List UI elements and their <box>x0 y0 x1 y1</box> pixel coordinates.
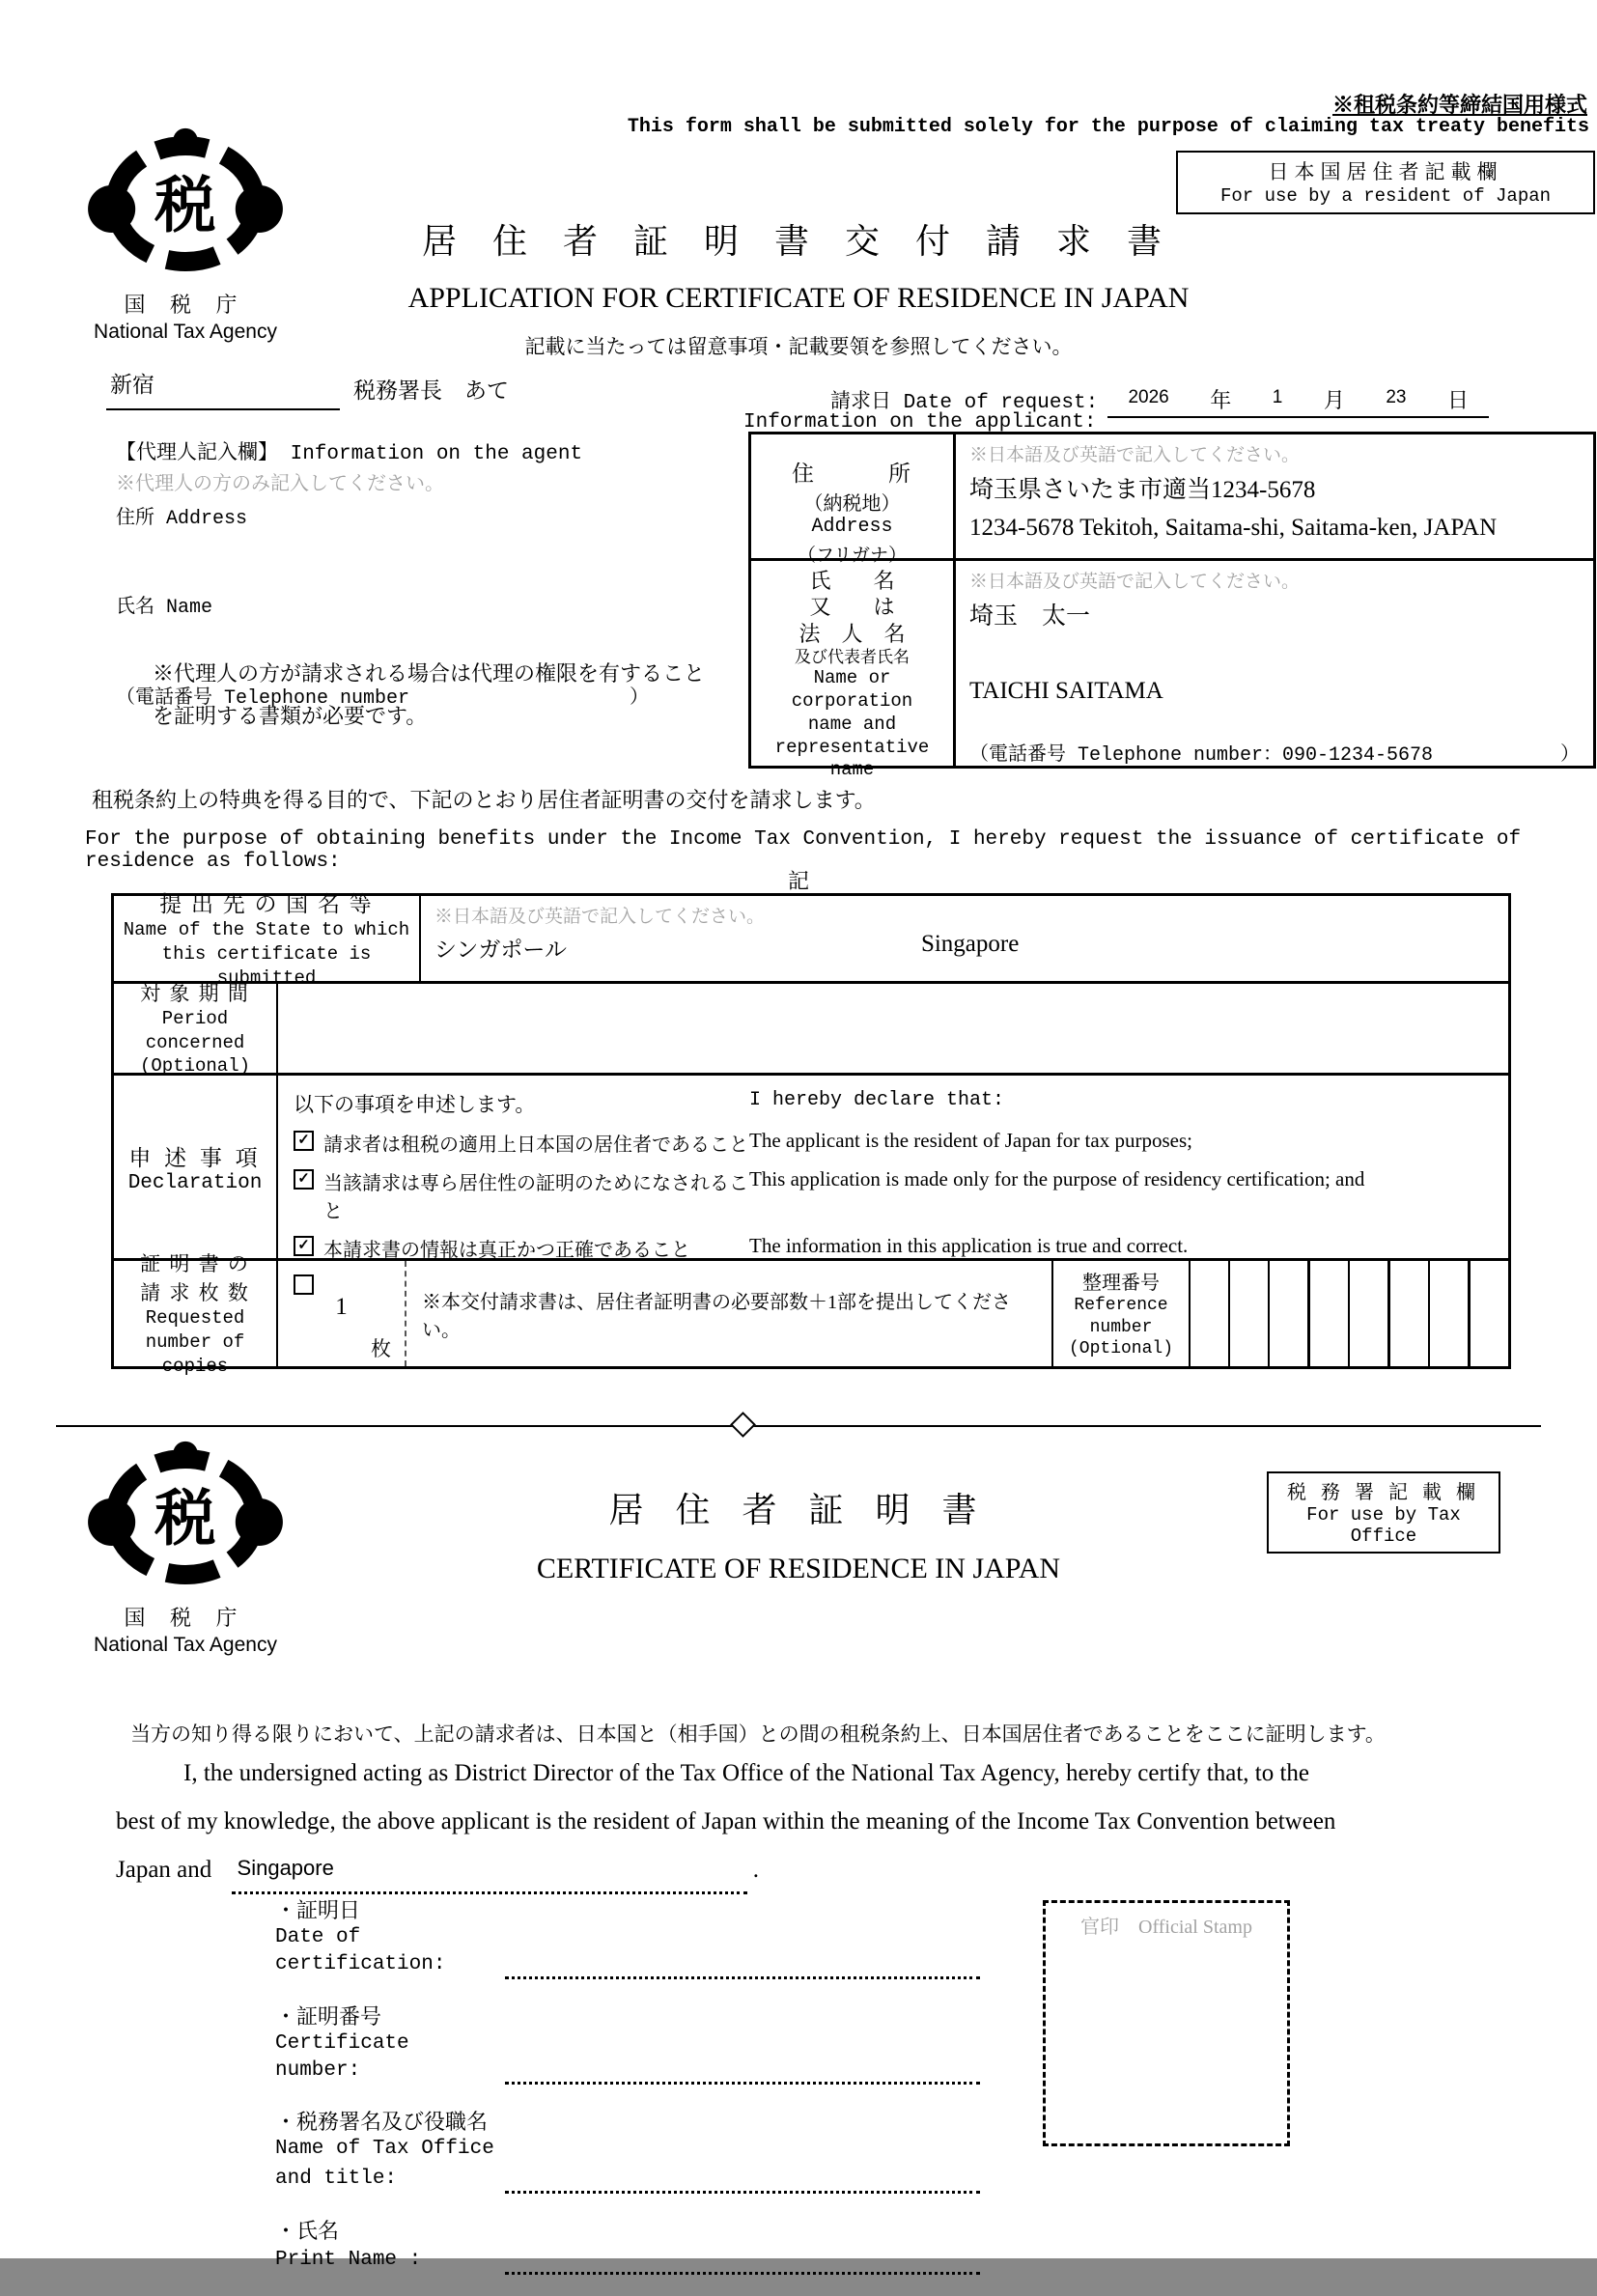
field-jp-label: ・証明番号 <box>275 2003 382 2029</box>
name-value-cell[interactable] <box>956 561 1593 766</box>
declaration-item <box>294 1234 1493 1262</box>
field-en-label: Certificate number: <box>275 2031 409 2083</box>
certificate-title-en: CERTIFICATE OF RESIDENCE IN JAPAN <box>536 1553 1061 1584</box>
agency-name-en: National Tax Agency <box>94 1634 277 1656</box>
certificate-body-en-line2: best of my knowledge, the above applicant is the resident of Japan within the meaning of the Income Tax Convention between <box>116 1808 1336 1834</box>
certificate-body-en-line1: I, the undersigned acting as District Director of the Tax Office of the National Tax Agency, hereby certify that, to the <box>183 1760 1310 1786</box>
state-value-cell[interactable] <box>421 896 1508 981</box>
declaration-item-jp: 請求者は租税の適用上日本国の居住者であること <box>323 1134 748 1156</box>
period-label-en2: concerned <box>145 1031 245 1053</box>
name-label-en3: name and <box>807 713 897 735</box>
name-label-jp2: 又 は <box>809 595 895 620</box>
state-note: ※日本語及び英語で記入してください。 <box>434 907 766 927</box>
period-row <box>114 981 1508 1078</box>
day-unit: 日 <box>1446 388 1469 412</box>
form-type-note: ※租税条約等締結国用様式 <box>1331 93 1587 117</box>
year-unit: 年 <box>1210 388 1232 412</box>
certificate-body-en <box>116 1750 1495 1894</box>
agency-name-jp: 国 税 庁 <box>124 1606 247 1630</box>
field-date-of-certification <box>275 1894 980 1979</box>
agent-box-note: ※代理人の方のみ記入してください。 <box>116 473 444 494</box>
agency-name-jp: 国 税 庁 <box>124 293 247 317</box>
address-label-jp2: （納税地） <box>803 492 901 515</box>
certificate-body-jp: 当方の知り得る限りにおいて、上記の請求者は、日本国と（相手国）との間の租税条約上、日本国居住者であることをここに証明します。 <box>130 1722 1386 1746</box>
name-label-en5: name <box>829 759 875 781</box>
request-month[interactable]: 1 <box>1272 387 1283 407</box>
declaration-item <box>294 1129 1493 1157</box>
address-label-cell <box>751 434 956 558</box>
period-label-en3: (Optional) <box>139 1055 251 1078</box>
agency-name-en: National Tax Agency <box>94 321 277 343</box>
name-label-jp1: 氏 名 <box>809 568 895 593</box>
tax-office-title-field[interactable] <box>505 2164 980 2194</box>
nta-logo-block-certificate <box>70 1441 301 1657</box>
certificate-fields <box>275 1894 980 2296</box>
copies-label-en2: number of <box>145 1331 245 1354</box>
period-label-jp: 対 象 期 間 <box>140 981 250 1005</box>
section-divider <box>56 1425 1541 1427</box>
name-label-en4: representative <box>774 736 930 758</box>
certificate-body-en-line3: Japan and <box>116 1857 212 1883</box>
purpose-ki: 記 <box>787 869 809 893</box>
application-title-en: APPLICATION FOR CERTIFICATE OF RESIDENCE IN JAPAN <box>407 282 1190 314</box>
reference-label-en3: (Optional) <box>1068 1339 1174 1359</box>
tax-office-box-en: For use by Tax Office <box>1306 1504 1461 1547</box>
applicant-phone-label: （電話番号 Telephone number：090-1234-5678 <box>969 744 1434 767</box>
copies-count-cell[interactable] <box>278 1261 406 1366</box>
corner-bottom-left <box>97 612 127 643</box>
period-label-cell <box>114 981 278 1078</box>
purpose-en: For the purpose of obtaining benefits under the Income Tax Convention, I hereby request the issuance of certificate of residence as follows: <box>85 828 1522 873</box>
field-jp-label: ・税務署名及び役職名 <box>275 2110 489 2135</box>
certificate-body-period: . <box>752 1857 760 1883</box>
field-jp-label: ・証明日 <box>275 1898 361 1922</box>
print-name-field[interactable] <box>505 2245 980 2275</box>
certificate-number-field[interactable] <box>505 2055 980 2085</box>
furigana-label: （フリガナ） <box>797 545 908 566</box>
divider-diamond-icon <box>730 1412 756 1438</box>
agent-box-title: 【代理人記入欄】 Information on the agent <box>116 443 583 465</box>
period-value-cell[interactable] <box>278 984 1508 1073</box>
month-unit: 月 <box>1323 388 1345 412</box>
field-en-label2: and title: <box>275 2168 398 2191</box>
declaration-label-en: Declaration <box>127 1171 263 1194</box>
reference-label-en2: number <box>1089 1317 1153 1337</box>
applicant-info-label: Information on the applicant: <box>743 411 1097 434</box>
copies-note: ※本交付請求書は、居住者証明書の必要部数＋1部を提出してください。 <box>422 1291 1011 1341</box>
copies-label-jp1: 証 明 書 の <box>140 1252 250 1276</box>
applicant-phone-close: ） <box>1560 744 1580 767</box>
checkbox-true-correct[interactable] <box>294 1236 314 1256</box>
tax-office-suffix: 税務署長 あて <box>353 378 509 403</box>
main-table <box>111 892 1511 1377</box>
request-date-label: 請求日 Date of request: <box>830 392 1099 414</box>
checkbox-purpose[interactable] <box>294 1169 314 1190</box>
copies-unit: 枚 <box>371 1337 391 1360</box>
state-label-jp: 提 出 先 の 国 名 等 <box>159 892 374 917</box>
declaration-row <box>114 1073 1508 1261</box>
request-day[interactable]: 23 <box>1386 387 1407 407</box>
address-label-en: Address <box>811 515 893 538</box>
resident-box-en: For use by a resident of Japan <box>1219 185 1552 207</box>
field-tax-office-title <box>275 2106 980 2193</box>
declaration-item-en: This application is made only for the purpose of residency certification; and <box>749 1167 1365 1190</box>
purpose-jp: 租税条約上の特典を得る目的で、下記のとおり居住者証明書の交付を請求します。 <box>92 788 876 812</box>
agent-footnote-line1: ※代理人の方が請求される場合は代理の権限を有すること <box>153 661 706 686</box>
applicant-table <box>748 432 1596 781</box>
declaration-item-jp: 当該請求は専ら居住性の証明のためになされること <box>323 1173 748 1222</box>
field-en-label: Print Name : <box>275 2249 422 2272</box>
name-label-cell <box>751 545 956 781</box>
request-date-field[interactable] <box>1107 384 1489 418</box>
field-certificate-number <box>275 2001 980 2086</box>
name-label-en1: Name or <box>813 667 891 689</box>
official-stamp-box <box>1043 1900 1290 2146</box>
date-of-certification-field[interactable] <box>505 1949 980 1979</box>
field-print-name <box>275 2215 980 2275</box>
application-subtitle: 記載に当たっては留意事項・記載要領を参照してください。 <box>524 335 1073 358</box>
declaration-item-empty <box>294 1273 1493 1295</box>
state-label-cell <box>114 892 421 989</box>
corner-top-right <box>637 423 668 454</box>
applicant-phone-row[interactable] <box>969 738 1580 767</box>
declaration-intro-jp: 以下の事項を申述します。 <box>294 1093 536 1116</box>
reference-label-en1: Reference <box>1074 1296 1168 1316</box>
name-row <box>751 545 1593 781</box>
certificate-title-jp: 居 住 者 証 明 書 <box>608 1491 989 1529</box>
copies-label-en1: Requested <box>145 1307 245 1330</box>
corner-top-left <box>97 423 127 454</box>
declaration-item-jp: 本請求書の情報は真正かつ正確であること <box>323 1240 690 1261</box>
address-label-jp: 住 所 <box>792 461 912 486</box>
declaration-label-cell <box>114 1076 278 1258</box>
application-title-jp: 居 住 者 証 明 書 交 付 請 求 書 <box>421 222 1175 261</box>
copies-label-jp2: 請 求 枚 数 <box>140 1281 250 1305</box>
state-label-en1: Name of the State to which <box>123 919 410 941</box>
field-en-label: Name of Tax Office <box>275 2138 494 2161</box>
address-value-jp: 埼玉県さいたま市適当1234-5678 <box>969 477 1316 503</box>
state-row <box>114 892 1508 989</box>
agent-address-field[interactable]: 住所 Address <box>116 508 248 530</box>
copies-label-cell <box>114 1252 278 1377</box>
request-year[interactable]: 2026 <box>1128 387 1169 407</box>
name-value-en: TAICHI SAITAMA <box>969 678 1163 704</box>
state-value-en: Singapore <box>920 931 1020 957</box>
reference-label-jp: 整理番号 <box>1082 1273 1160 1295</box>
field-en-label: Date of certification: <box>275 1926 446 1976</box>
resident-use-box <box>1176 151 1595 214</box>
resident-box-jp: 日本国居住者記載欄 <box>1268 160 1503 183</box>
name-note: ※日本語及び英語で記入してください。 <box>969 572 1301 592</box>
declaration-item-en: The information in this application is true and correct. <box>749 1234 1189 1257</box>
declaration-content-cell <box>278 1076 1508 1261</box>
official-stamp-label: 官印 Official Stamp <box>1080 1917 1252 1938</box>
name-label-jp4: 及び代表者氏名 <box>795 648 910 667</box>
name-label-jp3: 法 人 名 <box>798 621 906 646</box>
declaration-intro-en: I hereby declare that: <box>749 1089 1005 1111</box>
agent-phone-close: ） <box>630 687 649 710</box>
declaration-intro <box>294 1089 1493 1118</box>
tax-office-name-field[interactable]: 新宿 <box>106 367 340 410</box>
address-row <box>751 434 1593 558</box>
tax-office-box-jp: 税 務 署 記 載 欄 <box>1287 1482 1480 1503</box>
name-value-jp: 埼玉 太一 <box>969 603 1091 630</box>
declaration-item-en: The applicant is the resident of Japan for tax purposes; <box>749 1129 1192 1152</box>
declaration-item <box>294 1167 1493 1223</box>
name-label-en2: corporation <box>791 690 913 713</box>
field-jp-label: ・氏名 <box>275 2218 340 2243</box>
copies-count-value: 1 <box>335 1294 348 1320</box>
agent-phone-label: （電話番号 Telephone number <box>116 687 410 710</box>
agent-name-field[interactable]: 氏名 Name <box>116 597 213 619</box>
certificate-country-field[interactable]: Singapore <box>232 1847 747 1894</box>
address-note: ※日本語及び英語で記入してください。 <box>969 445 1301 465</box>
state-label-en2: this certificate is submitted <box>161 943 372 989</box>
checkbox-resident[interactable] <box>294 1131 314 1151</box>
addressee-line <box>106 367 509 410</box>
svg-text:税: 税 <box>154 171 216 240</box>
agent-footnote <box>153 653 705 738</box>
address-value-cell[interactable] <box>956 434 1593 558</box>
address-value-en: 1234-5678 Tekitoh, Saitama-shi, Saitama-ken, JAPAN <box>969 515 1498 541</box>
state-value-jp: シンガポール <box>434 938 567 962</box>
copies-label-en3: copies <box>161 1355 229 1377</box>
declaration-label-jp: 申 述 事 項 <box>128 1145 262 1170</box>
corner-bottom-right <box>637 612 668 643</box>
svg-text:税: 税 <box>154 1484 216 1554</box>
period-label-en1: Period <box>161 1007 229 1029</box>
agent-footnote-line2: を証明する書類が必要です。 <box>153 704 428 728</box>
submission-note: This form shall be submitted solely for the purpose of claiming tax treaty benefits <box>627 116 1589 138</box>
